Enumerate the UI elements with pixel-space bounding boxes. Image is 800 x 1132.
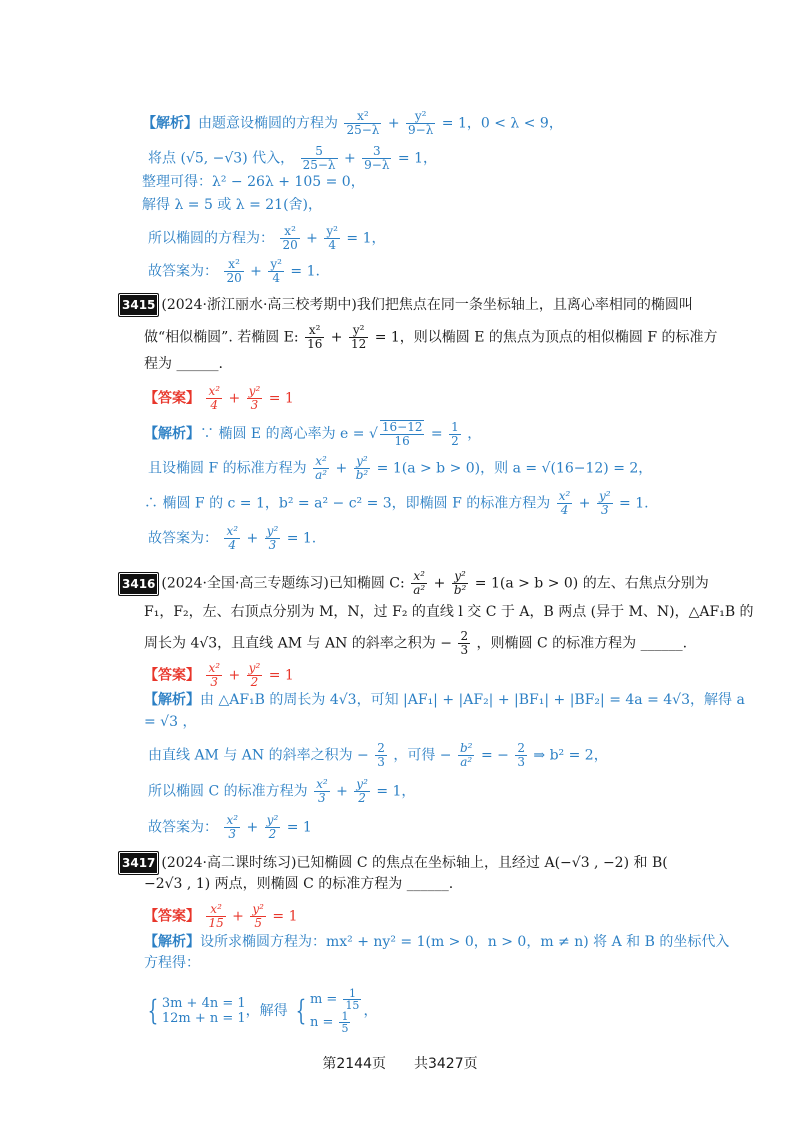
fraction: $\frac{\text{y²}}{3}$ xyxy=(598,489,611,517)
fraction: $\frac{\text{y²}}{4}$ xyxy=(270,257,282,285)
solution-tag: 【解析】 xyxy=(142,115,198,132)
question-3417-solution-3 xyxy=(144,988,377,1034)
text: 周长为 4√3，且直线 AM 与 AN 的斜率之积为 − xyxy=(144,635,452,652)
question-3416-solution-4: 所以椭圆 C 的标准方程为 $\frac{\text{x²}}{3}$ + $\frac{\text{y²}}{2}$ = 1， xyxy=(148,777,416,805)
fraction: $\frac{\text{x²}}{\text{a²}}$ xyxy=(413,569,426,597)
question-3416-solution-5: 故答案为： $\frac{\text{x²}}{3}$ + $\frac{\text{y²}}{2}$ = 1 xyxy=(148,813,312,841)
answer-tag: 【答案】 xyxy=(144,390,200,407)
solution-tag: 【解析】 xyxy=(144,934,200,950)
text: ， xyxy=(363,1003,378,1019)
solution-tag: 【解析】 xyxy=(144,692,200,708)
fraction: $\frac{\text{y²}}{2}$ xyxy=(248,661,261,689)
prev-solution-line-4: 解得 λ = 5 或 λ = 21(舍)， xyxy=(142,197,323,213)
question-3417-stem-1 xyxy=(118,851,668,875)
text: 做“相似椭圆”. 若椭圆 E: xyxy=(144,329,299,346)
equation-system: 3m + 4n = 1 12m + n = 1 xyxy=(161,996,246,1026)
fraction: $\frac{16-12}{16}$ xyxy=(381,420,423,448)
text: 所以椭圆的方程为： xyxy=(148,230,274,247)
text: ， xyxy=(467,426,482,442)
fraction: $\frac{2}{3}$ xyxy=(517,741,525,769)
equation-solution: m = $\frac{1}{15}$ n = $\frac{1}{5}$ xyxy=(309,987,360,1035)
text: 设所求椭圆方程为：mx² + ny² = 1(m > 0，n > 0，m ≠ n) 将 A 和 B 的坐标代入 xyxy=(200,934,730,950)
text: ⇒ b² = 2， xyxy=(533,747,608,764)
question-3416-solution-1 xyxy=(144,690,745,710)
question-3415-answer: 【答案】 $\frac{\text{x²}}{4}$ + $\frac{\text{y²}}{3}$ = 1 xyxy=(144,384,294,412)
text: 故答案为： xyxy=(148,530,218,547)
fraction: $\frac{\text{x²}}{20}$ xyxy=(226,257,242,285)
fraction: $\frac{\text{y²}}{9-\lambda}$ xyxy=(408,109,434,137)
left-brace: { xyxy=(295,994,307,1027)
text: 由直线 AM 与 AN 的斜率之积为 − xyxy=(148,747,369,764)
fraction: $\frac{\text{x²}}{3}$ xyxy=(208,661,221,689)
text: (2024·高二课时练习)已知椭圆 C 的焦点在坐标轴上，且经过 A(−√3 , −2) 和 B( xyxy=(161,855,668,871)
text: = 1. xyxy=(619,495,649,512)
fraction: $\frac{\text{y²}}{3}$ xyxy=(266,524,279,552)
question-3416-stem-1: 3416 (2024·全国·高三专题练习)已知椭圆 C: $\frac{\text{x²}}{\text{a²}}$ + $\frac{\text{y²}}{\text{b²}}$ = 1(a > b > 0) 的左、右焦点分别为 xyxy=(118,570,709,597)
text: = 1， xyxy=(346,230,386,247)
text: = − xyxy=(480,747,509,764)
question-3416-solution-2: = √3 ， xyxy=(144,714,197,730)
text: = 1 xyxy=(268,667,294,684)
text: 且设椭圆 F 的标准方程为 xyxy=(148,460,307,477)
question-number-badge: 3417 xyxy=(118,851,159,875)
fraction: $\frac{\text{b²}}{\text{a²}}$ xyxy=(459,741,473,769)
solution-tag: 【解析】 xyxy=(144,426,200,442)
question-3416-stem-3 xyxy=(144,630,687,657)
fraction: $\frac{\text{x²}}{\text{a²}}$ xyxy=(315,454,328,482)
text: 由 △AF₁B 的周长为 4√3，可知 |AF₁| + |AF₂| + |BF₁| + |BF₂| = 4a = 4√3，解得 a xyxy=(200,692,745,708)
text: = 1， xyxy=(397,150,437,167)
text: 故答案为： xyxy=(148,263,218,280)
question-3415-solution-3: ∴ 椭圆 F 的 c = 1，b² = a² − c² = 3，即椭圆 F 的标准方程为 $\frac{\text{x²}}{4}$ + $\frac{\text{y²}}{3}$ = 1. xyxy=(144,489,649,517)
question-3415-stem-3: 程为 ______. xyxy=(144,356,223,372)
question-3415-solution-4: 故答案为： $\frac{\text{x²}}{4}$ + $\frac{\text{y²}}{3}$ = 1. xyxy=(148,524,317,552)
fraction: $\frac{\text{y²}}{\text{b²}}$ xyxy=(355,454,369,482)
text: = 1(a > b > 0)，则 a = √(16−12) = 2， xyxy=(376,460,653,477)
fraction: $\frac{\text{x²}}{25-\lambda}$ xyxy=(346,109,380,137)
text: ，则椭圆 C 的标准方程为 ______. xyxy=(476,635,688,652)
fraction: $\frac{\text{y²}}{4}$ xyxy=(326,224,338,252)
fraction: $\frac{\text{x²}}{4}$ xyxy=(226,524,239,552)
left-brace: { xyxy=(147,994,159,1027)
fraction: $\frac{2}{3}$ xyxy=(460,629,469,657)
prev-solution-line-1: 【解析】由题意设椭圆的方程为 $\frac{\text{x²}}{25-\lambda}$ + $\frac{\text{y²}}{9-\lambda}$ = 1，0 < λ < 9， xyxy=(142,109,563,137)
text: (2024·全国·高三专题练习)已知椭圆 C: xyxy=(161,575,405,592)
question-3417-solution-2: 方程得： xyxy=(144,955,200,971)
answer-tag: 【答案】 xyxy=(144,908,200,925)
fraction: $\frac{\text{y²}}{\text{b²}}$ xyxy=(453,569,467,597)
answer-tag: 【答案】 xyxy=(144,667,200,684)
fraction: $\frac{\text{x²}}{4}$ xyxy=(208,384,221,412)
text: = 1 xyxy=(268,390,294,407)
fraction: $\frac{\text{y²}}{3}$ xyxy=(248,384,261,412)
text: 所以椭圆 C 的标准方程为 xyxy=(148,783,308,800)
prev-solution-line-5: 所以椭圆的方程为： $\frac{\text{x²}}{20}$ + $\frac{\text{y²}}{4}$ = 1， xyxy=(148,224,386,252)
fraction: $\frac{\text{x²}}{16}$ xyxy=(307,323,323,351)
question-3415-stem-2: 做“相似椭圆”. 若椭圆 E: $\frac{\text{x²}}{16}$ + $\frac{\text{y²}}{12}$ = 1，则以椭圆 E 的焦点为顶点的相似椭圆 F 的标准方 xyxy=(144,323,718,351)
question-3416-stem-2: F₁，F₂，左、右顶点分别为 M，N，过 F₂ 的直线 l 交 C 于 A，B 两点 (异于 M、N)，△AF₁B 的 xyxy=(144,604,754,620)
prev-solution-line-6: 故答案为： $\frac{\text{x²}}{20}$ + $\frac{\text{y²}}{4}$ = 1. xyxy=(148,257,320,285)
prev-solution-line-3: 整理可得：λ² − 26λ + 105 = 0， xyxy=(142,174,365,190)
fraction: $\frac{\text{x²}}{4}$ xyxy=(558,489,571,517)
text: (2024·浙江丽水·高三校考期中)我们把焦点在同一条坐标轴上，且离心率相同的椭圆叫 xyxy=(161,297,693,313)
question-3416-answer: 【答案】 $\frac{\text{x²}}{3}$ + $\frac{\text{y²}}{2}$ = 1 xyxy=(144,661,294,689)
text: 由题意设椭圆的方程为 xyxy=(198,115,338,132)
fraction: $\frac{\text{y²}}{2}$ xyxy=(356,777,368,805)
text: 故答案为： xyxy=(148,819,218,836)
text: ∴ 椭圆 F 的 c = 1，b² = a² − c² = 3，即椭圆 F 的标准方程为 xyxy=(144,495,551,512)
text: = 1，则以椭圆 E 的焦点为顶点的相似椭圆 F 的标准方 xyxy=(374,329,718,346)
question-3417-stem-2: −2√3 , 1) 两点，则椭圆 C 的标准方程为 ______. xyxy=(144,876,454,892)
fraction: $\frac{\text{y²}}{5}$ xyxy=(252,902,264,930)
fraction: $\frac{\text{x²}}{3}$ xyxy=(316,777,328,805)
fraction: $\frac{\text{y²}}{12}$ xyxy=(350,323,367,351)
fraction: $\frac{1}{2}$ xyxy=(451,419,459,448)
prev-solution-line-2: 将点 (√5, −√3) 代入， $\frac{5}{25-\lambda}$ + $\frac{3}{9-\lambda}$ = 1， xyxy=(148,144,437,172)
question-3415-solution-1: 【解析】∵ 椭圆 E 的离心率为 e = √ $\frac{16-12}{16}$ = $\frac{1}{2}$ ， xyxy=(144,419,482,448)
page-footer: 第2144页 共3427页 xyxy=(322,1056,478,1072)
text: ，可得 − xyxy=(393,747,452,764)
question-3417-solution-1 xyxy=(144,932,729,952)
text: = 1，0 < λ < 9， xyxy=(441,115,563,132)
question-3415-solution-2: 且设椭圆 F 的标准方程为 $\frac{\text{x²}}{\text{a²}}$ + $\frac{\text{y²}}{\text{b²}}$ = 1(a > b > 0)，则 a = √(16−12) = 2， xyxy=(148,454,653,482)
text: = 1 xyxy=(286,819,312,836)
question-number-badge: 3415 xyxy=(118,293,159,317)
text: = 1. xyxy=(286,530,317,547)
question-3415-stem-1 xyxy=(118,293,693,317)
fraction: $\frac{\text{x²}}{15}$ xyxy=(208,902,224,930)
text: = 1(a > b > 0) 的左、右焦点分别为 xyxy=(474,575,709,592)
fraction: $\frac{2}{3}$ xyxy=(377,741,385,769)
text: ∵ 椭圆 E 的离心率为 e = xyxy=(200,426,365,442)
fraction: $\frac{\text{y²}}{2}$ xyxy=(266,813,279,841)
fraction: $\frac{\text{x²}}{3}$ xyxy=(226,813,239,841)
text: 将点 (√5, −√3) 代入， xyxy=(148,150,295,167)
fraction: $\frac{3}{9-\lambda}$ xyxy=(364,144,390,172)
question-3417-answer: 【答案】 $\frac{\text{x²}}{15}$ + $\frac{\text{y²}}{5}$ = 1 xyxy=(144,902,298,930)
fraction: $\frac{\text{x²}}{20}$ xyxy=(282,224,298,252)
text: = 1， xyxy=(376,783,416,800)
question-3416-solution-3 xyxy=(148,742,608,769)
text: ，解得 xyxy=(245,1003,288,1019)
question-number-badge: 3416 xyxy=(118,572,159,596)
fraction: $\frac{5}{25-\lambda}$ xyxy=(302,144,336,172)
text: = 1 xyxy=(272,908,298,925)
text: = 1. xyxy=(290,263,320,280)
